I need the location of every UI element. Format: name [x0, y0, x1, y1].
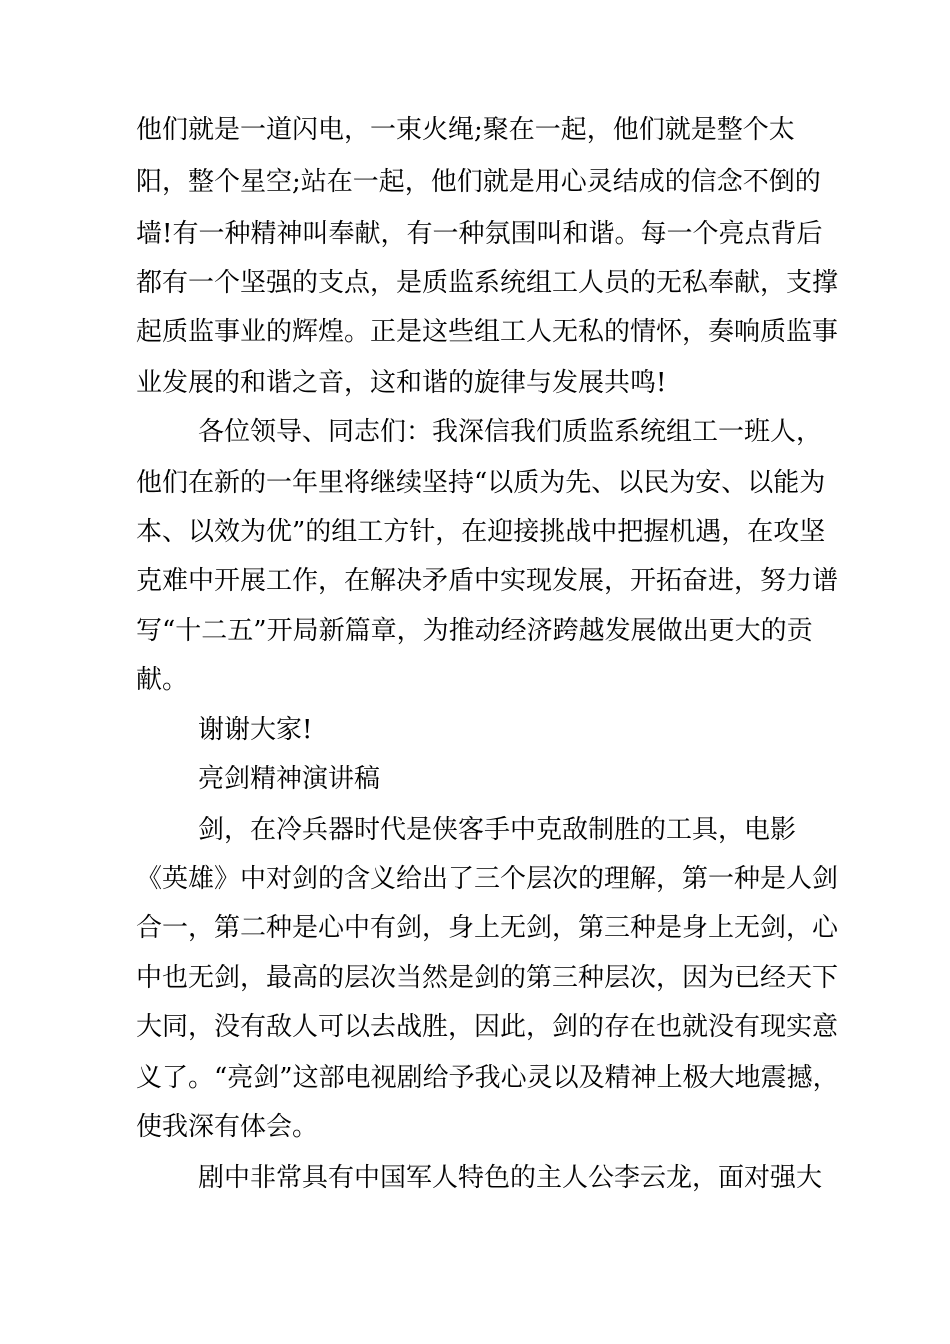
text-line: 墙!有一种精神叫奉献，有一种氛围叫和谐。每一个亮点背后: [136, 219, 823, 249]
text-line-indented: 剑，在冷兵器时代是侠客手中克敌制胜的工具，电影: [198, 815, 797, 845]
text-line: 写“十二五”开局新篇章，为推动经济跨越发展做出更大的贡: [136, 616, 813, 646]
text-line: 本、以效为优”的组工方针，在迎接挑战中把握机遇，在攻坚: [136, 517, 826, 547]
text-line: 都有一个坚强的支点，是质监系统组工人员的无私奉献，支撑: [136, 268, 839, 298]
text-line-indented: 各位领导、同志们：我深信我们质监系统组工一班人，: [198, 417, 823, 447]
text-line: 业发展的和谐之音，这和谐的旋律与发展共鸣!: [136, 368, 667, 398]
text-line-indented: 剧中非常具有中国军人特色的主人公李云龙，面对强大: [198, 1163, 823, 1193]
text-line: 《英雄》中对剑的含义给出了三个层次的理解，第一种是人剑: [136, 864, 839, 894]
text-line: 他们在新的一年里将继续坚持“以质为先、以民为安、以能为: [136, 468, 826, 498]
text-line: 合一，第二种是心中有剑，身上无剑，第三种是身上无剑，心: [136, 913, 839, 943]
text-line: 起质监事业的辉煌。正是这些组工人无私的情怀，奏响质监事: [136, 317, 839, 347]
text-line: 大同，没有敌人可以去战胜，因此，剑的存在也就没有现实意: [136, 1012, 839, 1042]
text-line: 克难中开展工作，在解决矛盾中实现发展，开拓奋进，努力谱: [136, 566, 839, 596]
text-line: 中也无剑，最高的层次当然是剑的第三种层次，因为已经天下: [136, 963, 839, 993]
text-line: 阳，整个星空;站在一起，他们就是用心灵结成的信念不倒的: [136, 167, 821, 197]
text-line: 使我深有体会。: [136, 1112, 319, 1142]
section-title: 亮剑精神演讲稿: [198, 764, 381, 794]
text-line-indented: 谢谢大家!: [198, 715, 313, 745]
text-line: 义了。“亮剑”这部电视剧给予我心灵以及精神上极大地震撼，: [136, 1063, 839, 1093]
text-line: 献。: [136, 665, 189, 695]
text-line: 他们就是一道闪电，一束火绳;聚在一起，他们就是整个太: [136, 115, 795, 145]
